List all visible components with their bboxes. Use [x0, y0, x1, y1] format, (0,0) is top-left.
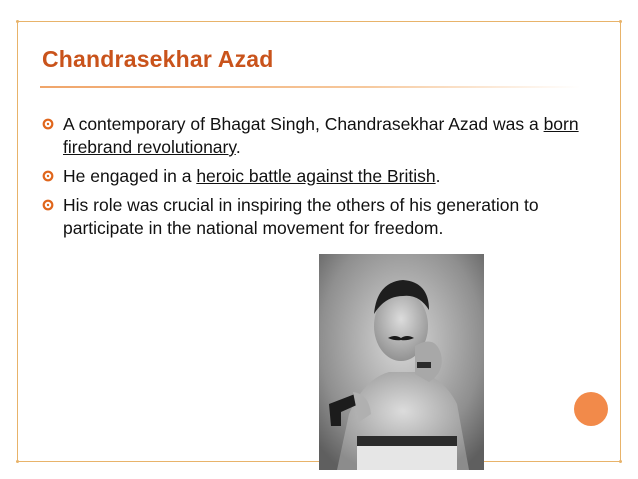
bullet-text: A contemporary of Bhagat Singh, Chandrasekhar Azad was a born firebrand revolutionary.: [63, 114, 579, 157]
hollow-diamond-bullet-icon: [41, 117, 55, 131]
hollow-diamond-bullet-icon: [41, 198, 55, 212]
underlined-phrase: born firebrand revolutionary: [63, 114, 579, 157]
bullet-list: [38, 113, 598, 246]
bullet-text: His role was crucial in inspiring the others of his generation to participate in the national movement for freedom.: [63, 195, 539, 238]
title-underline-divider: [40, 86, 580, 88]
orange-circle-icon: [574, 392, 608, 426]
bullet-item: [38, 113, 598, 159]
portrait-image: [319, 254, 484, 470]
underlined-phrase: heroic battle against the British: [196, 166, 436, 186]
bullet-text: He engaged in a heroic battle against the British.: [63, 166, 441, 186]
hollow-diamond-bullet-icon: [41, 169, 55, 183]
bullet-item: [38, 165, 598, 188]
bullet-item: [38, 194, 598, 240]
slide-title: Chandrasekhar Azad: [42, 46, 274, 72]
